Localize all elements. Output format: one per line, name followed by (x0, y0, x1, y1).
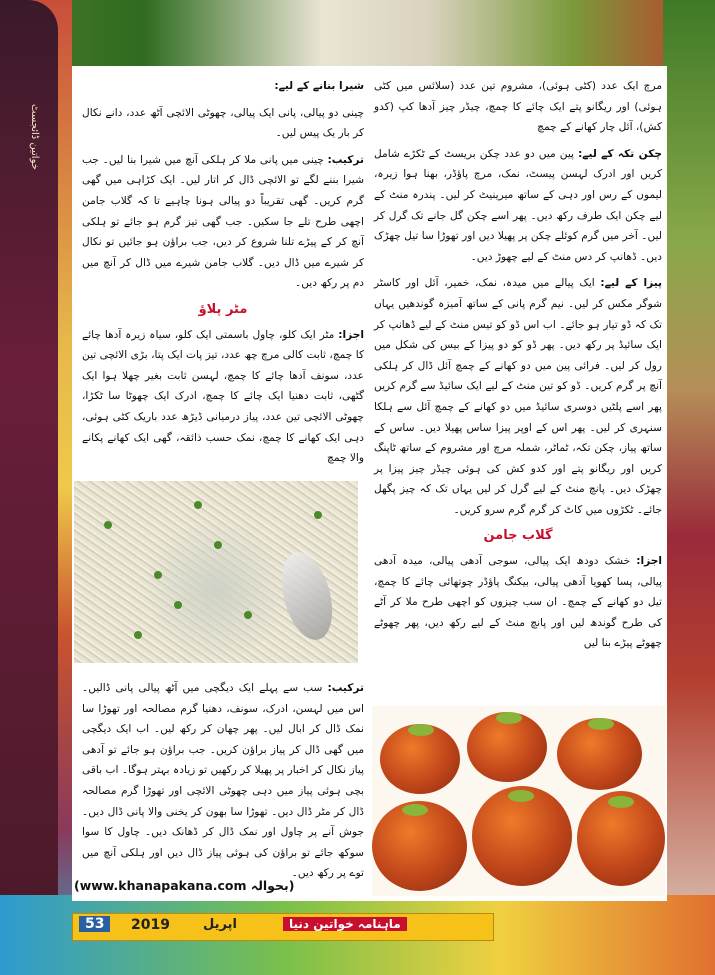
syrup-ingredients: چینی دو پیالی، پانی ایک پیالی، چھوٹی الائچی آٹھ عدد، دانے نکال کر بار یک پیس لیں۔ (82, 106, 364, 140)
matar-pulao-text: مٹر ایک کلو، چاول باسمتی ایک کلو، سیاہ زیرہ آدھا چائے کا چمچ، ثابت کالی مرچ چھ عدد، تیز پات ایک پتا، بڑی الائچی تین عدد، سونف آدھا چائے کا چمچ، لہسن ثابت بغیر چھلا ہوا ایک گٹھی، ثابت دھنیا ایک چائے کا چمچ، ادرک ایک چھوٹا سا ٹکڑا، چھوٹی الائچی تین عدد، پیاز درمیانی ڈیڑھ عدد باریک کٹی ہوئی، دہی ایک کھانے کا چمچ، نمک حسب ذائقہ، گھی ایک کھانے پکانے والا چمچ (82, 328, 364, 465)
issue-year: 2019 (131, 917, 170, 933)
pea-decoration (194, 501, 202, 509)
pulao-method-column (82, 678, 364, 890)
pizza-lead: پیزا کے لیے: (600, 277, 662, 290)
pea-decoration (244, 611, 252, 619)
gulab-jamun-photo (372, 706, 665, 896)
page-number: 53 (79, 916, 110, 932)
matar-pulao-ingredients (82, 325, 364, 469)
pistachio-garnish (402, 804, 428, 816)
syrup-method (82, 150, 364, 294)
pea-decoration (314, 511, 322, 519)
magazine-spine (0, 0, 58, 930)
pea-decoration (154, 571, 162, 579)
pistachio-garnish (588, 718, 614, 730)
matar-pulao-heading: مٹر پلاؤ (198, 301, 248, 317)
matar-pulao-photo (74, 481, 358, 663)
pea-decoration (104, 521, 112, 529)
pea-decoration (174, 601, 182, 609)
gulab-jamun-ingredients (374, 551, 662, 654)
pulao-method (82, 678, 364, 884)
issue-month: اپریل (203, 917, 237, 932)
matar-pulao-lead: اجزا: (338, 328, 364, 341)
pea-decoration (214, 541, 222, 549)
gulab-jamun-lead: اجزا: (636, 555, 662, 568)
spine-label: خواتین ڈائجسٹ (29, 104, 40, 170)
pistachio-garnish (496, 712, 522, 724)
syrup-method-text: چینی میں پانی ملا کر ہلکی آنچ میں شیرا بنا لیں۔ جب شیرا بننے لگے تو الائچی ڈال کر اتار لیں۔ ایک کڑاہی میں گھی گرم کریں۔ گھی تقریباً دو پیالی ہونا چاہیے تا کہ گلاب جامن اچھی طرح تلے جا سکیں۔ جب گھی تیز گرم ہو جائے تو ہلکی آنچ کر کے پیڑے تلنا شروع کر دیں، جب براؤن ہو جائیں تو نکال کر شیرے میں ڈال دیں۔ گلاب جامن شیرے میں ڈال کر آنچ میں دم پر رکھ دیں۔ (82, 153, 364, 290)
chicken-tikka-text: پین میں دو عدد چکن بریسٹ کے ٹکڑے شامل کریں اور ادرک لہسن پیسٹ، نمک، مرچ پاؤڈر، بھنا ہوا زیرہ، لیموں کے رس اور دہی کے ساتھ میرینیٹ کر لیں۔ پندرہ منٹ کے لیے چکن ایک طرف رکھ دیں۔ پھر اسے چکن گل جانے تک گرل کر لیں۔ آخر میں گرم کوئلے چکن پر پھیلا دیں اور تھوڑا سا تیل چھڑک دیں۔ ڈھانپ کر دس منٹ کے لیے چھوڑ دیں۔ (374, 147, 662, 263)
pulao-method-text: سب سے پہلے ایک دیگچی میں آٹھ پیالی پانی ڈالیں۔ اس میں لہسن، ادرک، سونف، دھنیا گرم مصالحہ اور تھوڑا سا نمک ڈال کر ابال لیں۔ پھر چھان کر رکھ لیں۔ اب ایک دیگچی میں گھی ڈال کر پیاز براؤن کریں۔ جب براؤن ہو جائے تو آدھی پیاز نکال کر اخبار پر پھیلا کر رکھیں تو زیادہ بہتر ہوگا۔ اب باقی بچی ہوئی پیاز میں دہی چھوٹی الائچی اور تھوڑا گرم مصالحہ ڈال کر مٹر ڈال دیں۔ تھوڑا سا بھون کر یخنی والا پانی ڈال دیں۔ جوش آنے پر چاول اور نمک ڈال کر ڈھانک دیں۔ چاول کا سوا سوکھ جائے تو براؤن کی ہوئی پیاز ڈال دیں اور ہلکی آنچ میں توے پر رکھ دیں۔ (82, 682, 364, 880)
pistachio-garnish (508, 790, 534, 802)
pizza-text: ایک پیالے میں میدہ، نمک، خمیر، آئل اور کاسٹر شوگر مکس کر لیں۔ نیم گرم پانی کے ساتھ آمیزہ گوندھیں یہاں تک کہ ڈو تیار ہو جائے۔ اب اس ڈو کو تیس منٹ کے لیے ڈھانپ کر ایک سائیڈ پر رکھ دیں۔ پھر ڈو کو دو پیزا کے بیس کی شکل میں رول کر لیں۔ فرائی پین میں دو کھانے کے چمچ آئل ڈال کر ہلکی آنچ پر گرم کریں۔ ڈو کو تین منٹ کے لیے ایک سائیڈ سے گرم کریں پھر اسے پلٹیں دوسری سائیڈ میں دو کھانے کے چمچ آئل سے ہلکا سنہری کر لیں۔ پھر اس کے اوپر پیزا ساس پھیلا دیں۔ ساس کے ساتھ پیاز، چکن تکہ، ٹماٹر، شملہ مرچ اور مشروم کے ساتھ ٹاپنگ کریں اور ریگانو پتے اور کدو کش کی ہوئی چیڈر چیز پیزا پر چھڑک دیں۔ پانچ منٹ کے لیے گرل کر لیں یہاں تک کہ چیز پگھل جائے۔ ٹکڑوں میں کاٹ کر گرم گرم سرو کریں۔ (374, 277, 662, 516)
right-fruit-border (663, 0, 715, 975)
chicken-tikka-paragraph (374, 144, 662, 268)
article-page (72, 66, 667, 901)
syrup-method-lead: ترکیب: (327, 153, 364, 166)
source-credit: (www.khanapakana.com بحوالہ) (74, 878, 295, 893)
syrup-heading: شیرا بنانے کے لیے: (274, 80, 364, 92)
pizza-paragraph (374, 273, 662, 520)
left-column (82, 76, 364, 475)
gulab-jamun-heading: گلاب جامن (483, 528, 553, 544)
page-footer (72, 913, 494, 941)
magazine-title: ماہنامہ خواتین دنیا (283, 917, 407, 931)
pea-decoration (134, 631, 142, 639)
chicken-tikka-lead: چکن تکہ کے لیے: (578, 147, 662, 160)
spoon-decoration (273, 547, 341, 646)
pistachio-garnish (408, 724, 434, 736)
ingredients-continued: مرچ ایک عدد (کٹی ہوئی)، مشروم تین عدد (سلائس میں کٹی ہوئی) اور ریگانو پتے ایک چائے کا چمچ، چیڈر چیز آدھا کپ (کدو کش)، آئل چار کھانے کے چمچ (374, 80, 662, 134)
pistachio-garnish (608, 796, 634, 808)
gulab-jamun-text: خشک دودھ ایک پیالی، سوجی آدھی پیالی، میدہ آدھی پیالی، پسا کھویا آدھی پیالی، بیکنگ پاؤڈر چوتھائی چائے کا چمچ، تیل دو کھانے کے چمچ۔ ان سب چیزوں کو اچھی طرح ملا کر آٹے کی طرح گوندھ لیں اور پانچ منٹ کے لیے رکھ دیں، پھر چھوٹے چھوٹے پیڑے بنا لیں (374, 555, 662, 650)
top-vegetables-banner (0, 0, 715, 66)
right-column (374, 76, 662, 660)
pulao-method-lead: ترکیب: (327, 682, 364, 694)
